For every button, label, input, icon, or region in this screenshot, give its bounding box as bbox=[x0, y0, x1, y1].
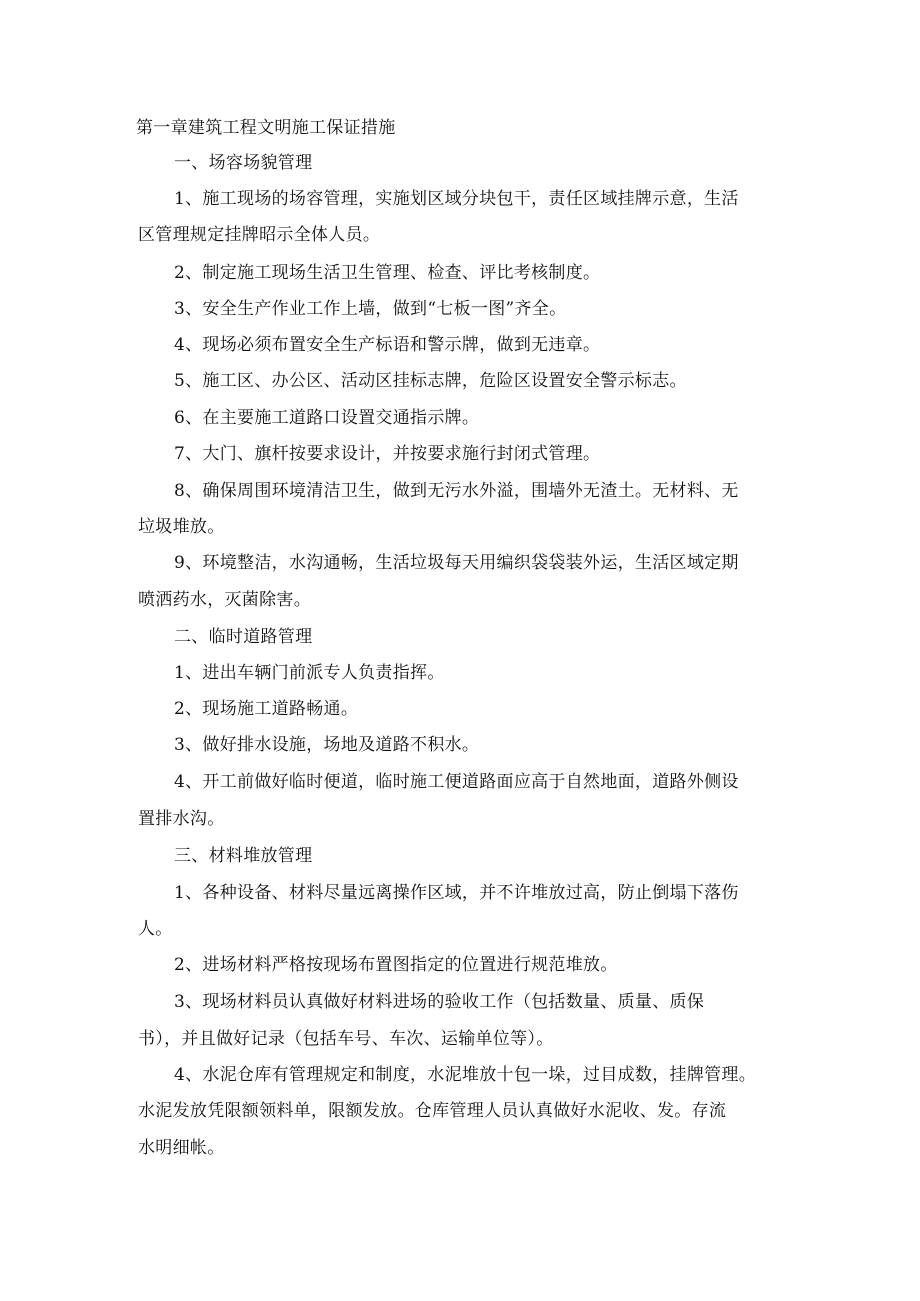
section-heading-material-stacking: 三、材料堆放管理 bbox=[174, 846, 313, 866]
paragraph-line: 3、现场材料员认真做好材料进场的验收工作（包括数量、质量、质保 bbox=[174, 992, 705, 1012]
paragraph-line: 8、确保周围环境清洁卫生，做到无污水外溢，围墙外无渣土。无材料、无 bbox=[174, 481, 739, 501]
paragraph-line: 1、进出车辆门前派专人负责指挥。 bbox=[174, 663, 445, 683]
paragraph-line: 3、安全生产作业工作上墙，做到“七板一图”齐全。 bbox=[174, 299, 567, 319]
paragraph-line: 人。 bbox=[138, 919, 173, 939]
paragraph-line: 置排水沟。 bbox=[138, 809, 225, 829]
paragraph-line: 水泥发放凭限额领料单，限额发放。仓库管理人员认真做好水泥收、发。存流 bbox=[138, 1101, 727, 1121]
paragraph-line: 书），并且做好记录（包括车号、车次、运输单位等）。 bbox=[138, 1029, 554, 1049]
section-heading-site-appearance: 一、场容场貌管理 bbox=[174, 153, 313, 173]
paragraph-line: 5、施工区、办公区、活动区挂标志牌，危险区设置安全警示标志。 bbox=[174, 371, 687, 391]
paragraph-line: 2、现场施工道路畅通。 bbox=[174, 699, 359, 719]
paragraph-line: 2、进场材料严格按现场布置图指定的位置进行规范堆放。 bbox=[174, 955, 618, 975]
paragraph-line: 9、环境整洁，水沟通畅，生活垃圾每天用编织袋袋装外运，生活区域定期 bbox=[174, 553, 739, 573]
paragraph-line: 7、大门、旗杆按要求设计，并按要求施行封闭式管理。 bbox=[174, 444, 601, 464]
paragraph-line: 垃圾堆放。 bbox=[138, 517, 225, 537]
paragraph-line: 区管理规定挂牌昭示全体人员。 bbox=[138, 225, 381, 245]
paragraph-line: 水明细帐。 bbox=[138, 1138, 225, 1158]
document-title: 第一章建筑工程文明施工保证措施 bbox=[136, 118, 396, 138]
paragraph-line: 4、水泥仓库有管理规定和制度，水泥堆放十包一垛，过目成数，挂牌管理。 bbox=[174, 1065, 757, 1085]
paragraph-line: 喷洒药水，灭菌除害。 bbox=[138, 590, 311, 610]
paragraph-line: 4、开工前做好临时便道，临时施工便道路面应高于自然地面，道路外侧设 bbox=[174, 772, 739, 792]
paragraph-line: 2、制定施工现场生活卫生管理、检查、评比考核制度。 bbox=[174, 263, 601, 283]
paragraph-line: 1、施工现场的场容管理，实施划区域分块包干，责任区域挂牌示意，生活 bbox=[174, 189, 739, 209]
paragraph-line: 1、各种设备、材料尽量远离操作区域，并不许堆放过高，防止倒塌下落伤 bbox=[174, 883, 739, 903]
paragraph-line: 6、在主要施工道路口设置交通指示牌。 bbox=[174, 408, 480, 428]
section-heading-temporary-roads: 二、临时道路管理 bbox=[174, 627, 313, 647]
paragraph-line: 3、做好排水设施，场地及道路不积水。 bbox=[174, 735, 480, 755]
paragraph-line: 4、现场必须布置安全生产标语和警示牌，做到无违章。 bbox=[174, 335, 601, 355]
